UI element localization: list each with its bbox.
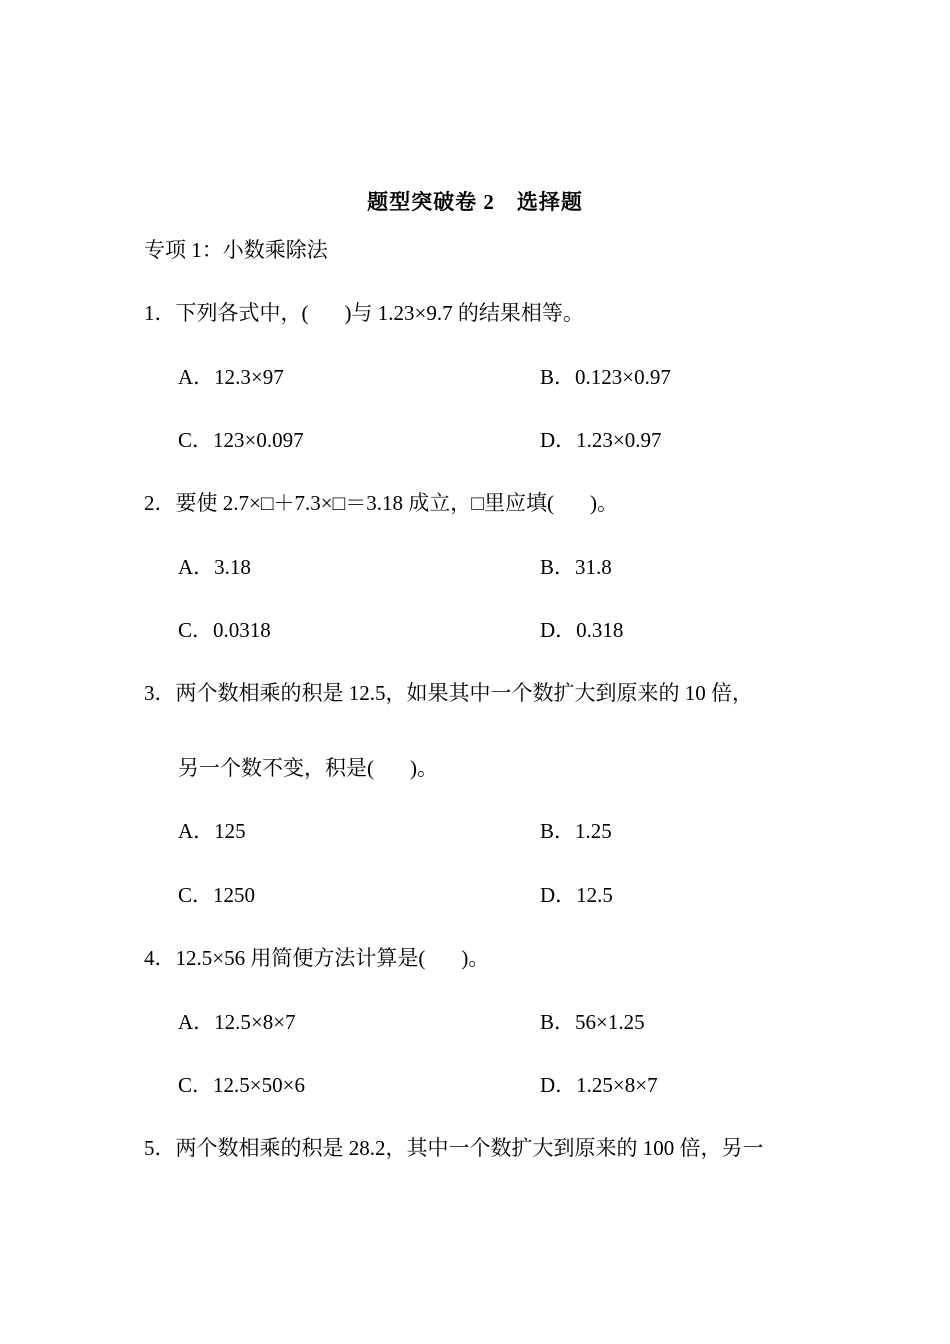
question-text: 两个数相乘的积是 12.5，如果其中一个数扩大到原来的 10 倍， [175,681,753,705]
page-title: 题型突破卷 2 选择题 [367,190,583,214]
question-3-option-a: A．125 [178,819,246,843]
question-1-option-b: B．0.123×0.97 [540,365,671,389]
question-2-option-a: A．3.18 [178,555,251,579]
question-2-option-c: C．0.0318 [178,618,271,642]
question-2-option-b: B．31.8 [540,555,612,579]
question-text: 下列各式中，( [175,301,309,325]
question-1-option-c: C．123×0.097 [178,428,304,452]
question-3-stem-continued [178,754,438,782]
question-text: )与 1.23×9.7 的结果相等。 [344,301,584,325]
question-number: 1． [144,301,176,325]
question-4-option-c: C．12.5×50×6 [178,1073,305,1097]
question-number: 2． [144,491,176,515]
question-text: )。 [410,756,438,780]
question-1-stem [144,299,584,327]
question-3-option-b: B．1.25 [540,819,612,843]
question-3-option-d: D．12.5 [540,883,613,907]
question-1-option-a: A．12.3×97 [178,365,284,389]
question-4-option-b: B．56×1.25 [540,1010,645,1034]
question-4-option-d: D．1.25×8×7 [540,1073,658,1097]
question-text: 要使 2.7×□＋7.3×□＝3.18 成立，□里应填( [175,491,554,515]
question-4-option-a: A．12.5×8×7 [178,1010,296,1034]
question-2-option-d: D．0.318 [540,618,624,642]
question-3-stem [144,679,753,707]
question-text: )。 [589,491,618,515]
question-number: 4． [144,946,176,970]
question-number: 3． [144,681,176,705]
section-heading: 专项 1：小数乘除法 [144,238,328,262]
question-4-stem [144,944,489,972]
question-1-option-d: D．1.23×0.97 [540,428,662,452]
question-2-stem [144,489,618,517]
question-number: 5． [144,1136,176,1160]
question-text: )。 [461,946,490,970]
question-text: 两个数相乘的积是 28.2，其中一个数扩大到原来的 100 倍，另一 [175,1136,764,1160]
question-text: 另一个数不变，积是( [178,756,374,780]
question-3-option-c: C．1250 [178,883,256,907]
question-text: 12.5×56 用简便方法计算是( [175,946,426,970]
question-5-stem [144,1134,764,1162]
